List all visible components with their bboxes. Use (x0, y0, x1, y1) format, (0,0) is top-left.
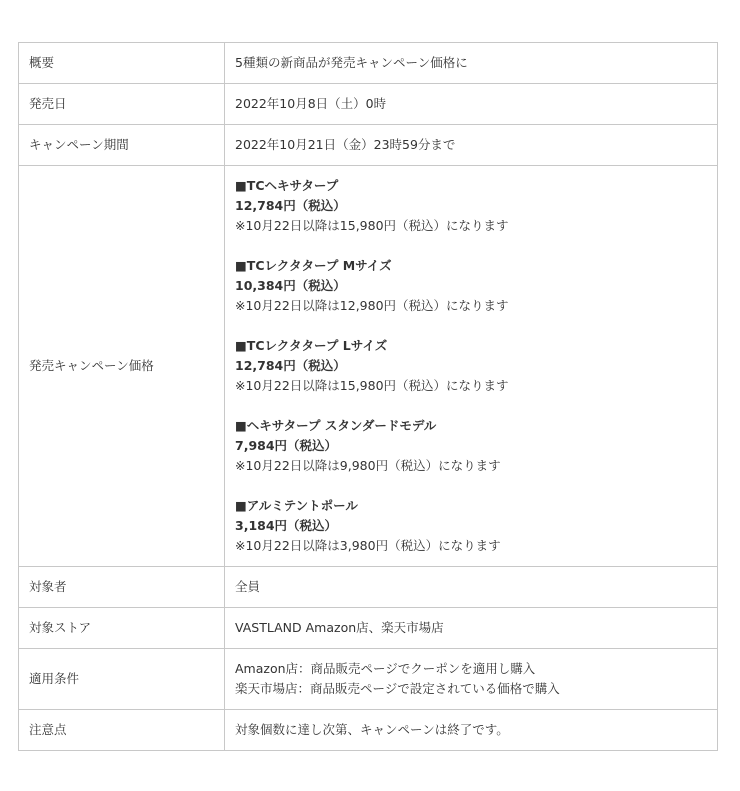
product-price-note: ※10月22日以降は12,980円（税込）になります (235, 298, 509, 313)
campaign-info-table (18, 42, 718, 751)
product-price: 10,384円（税込） (235, 278, 346, 293)
product-price-note: ※10月22日以降は15,980円（税込）になります (235, 378, 509, 393)
row-value-campaign-period: 2022年10月21日（金）23時59分まで (225, 125, 718, 166)
product-price-note: ※10月22日以降は3,980円（税込）になります (235, 538, 501, 553)
row-label-campaign-period: キャンペーン期間 (19, 125, 225, 166)
product-name: ■TCレクタタープ Mサイズ (235, 258, 392, 273)
product-price: 3,184円（税込） (235, 518, 338, 533)
table-row-campaign-price (19, 166, 718, 567)
row-value-store: VASTLAND Amazon店、楽天市場店 (225, 608, 718, 649)
row-label-conditions: 適用条件 (19, 649, 225, 710)
product-item-tc-hexa-tarp (235, 176, 707, 236)
row-value-campaign-price (225, 166, 718, 567)
row-value-overview: 5種類の新商品が発売キャンペーン価格に (225, 43, 718, 84)
product-price: 12,784円（税込） (235, 358, 346, 373)
product-item-tc-recta-tarp-m (235, 256, 707, 316)
product-item-aluminum-tent-pole (235, 496, 707, 556)
condition-line-amazon: Amazon店：商品販売ページでクーポンを適用し購入 (235, 661, 536, 676)
product-price-note: ※10月22日以降は15,980円（税込）になります (235, 218, 509, 233)
product-price-note: ※10月22日以降は9,980円（税込）になります (235, 458, 501, 473)
product-price: 12,784円（税込） (235, 198, 346, 213)
product-name: ■アルミテントポール (235, 498, 358, 513)
product-item-hexa-tarp-standard (235, 416, 707, 476)
product-price: 7,984円（税込） (235, 438, 338, 453)
row-label-campaign-price: 発売キャンペーン価格 (19, 166, 225, 567)
product-item-tc-recta-tarp-l (235, 336, 707, 396)
product-name: ■TCレクタタープ Lサイズ (235, 338, 388, 353)
table-row-store (19, 608, 718, 649)
row-label-release-date: 発売日 (19, 84, 225, 125)
row-label-store: 対象ストア (19, 608, 225, 649)
row-value-release-date: 2022年10月8日（土）0時 (225, 84, 718, 125)
row-value-target: 全員 (225, 567, 718, 608)
row-label-notes: 注意点 (19, 710, 225, 751)
product-name: ■TCヘキサタープ (235, 178, 339, 193)
table-row-target (19, 567, 718, 608)
table-row-conditions (19, 649, 718, 710)
product-name: ■ヘキサタープ スタンダードモデル (235, 418, 437, 433)
row-value-notes: 対象個数に達し次第、キャンペーンは終了です。 (225, 710, 718, 751)
table-row-notes (19, 710, 718, 751)
row-label-overview: 概要 (19, 43, 225, 84)
table-row-release-date (19, 84, 718, 125)
table-row-campaign-period (19, 125, 718, 166)
condition-line-rakuten: 楽天市場店：商品販売ページで設定されている価格で購入 (235, 681, 560, 696)
row-value-conditions (225, 649, 718, 710)
campaign-info-table-wrapper (18, 42, 718, 751)
table-row-overview (19, 43, 718, 84)
row-label-target: 対象者 (19, 567, 225, 608)
